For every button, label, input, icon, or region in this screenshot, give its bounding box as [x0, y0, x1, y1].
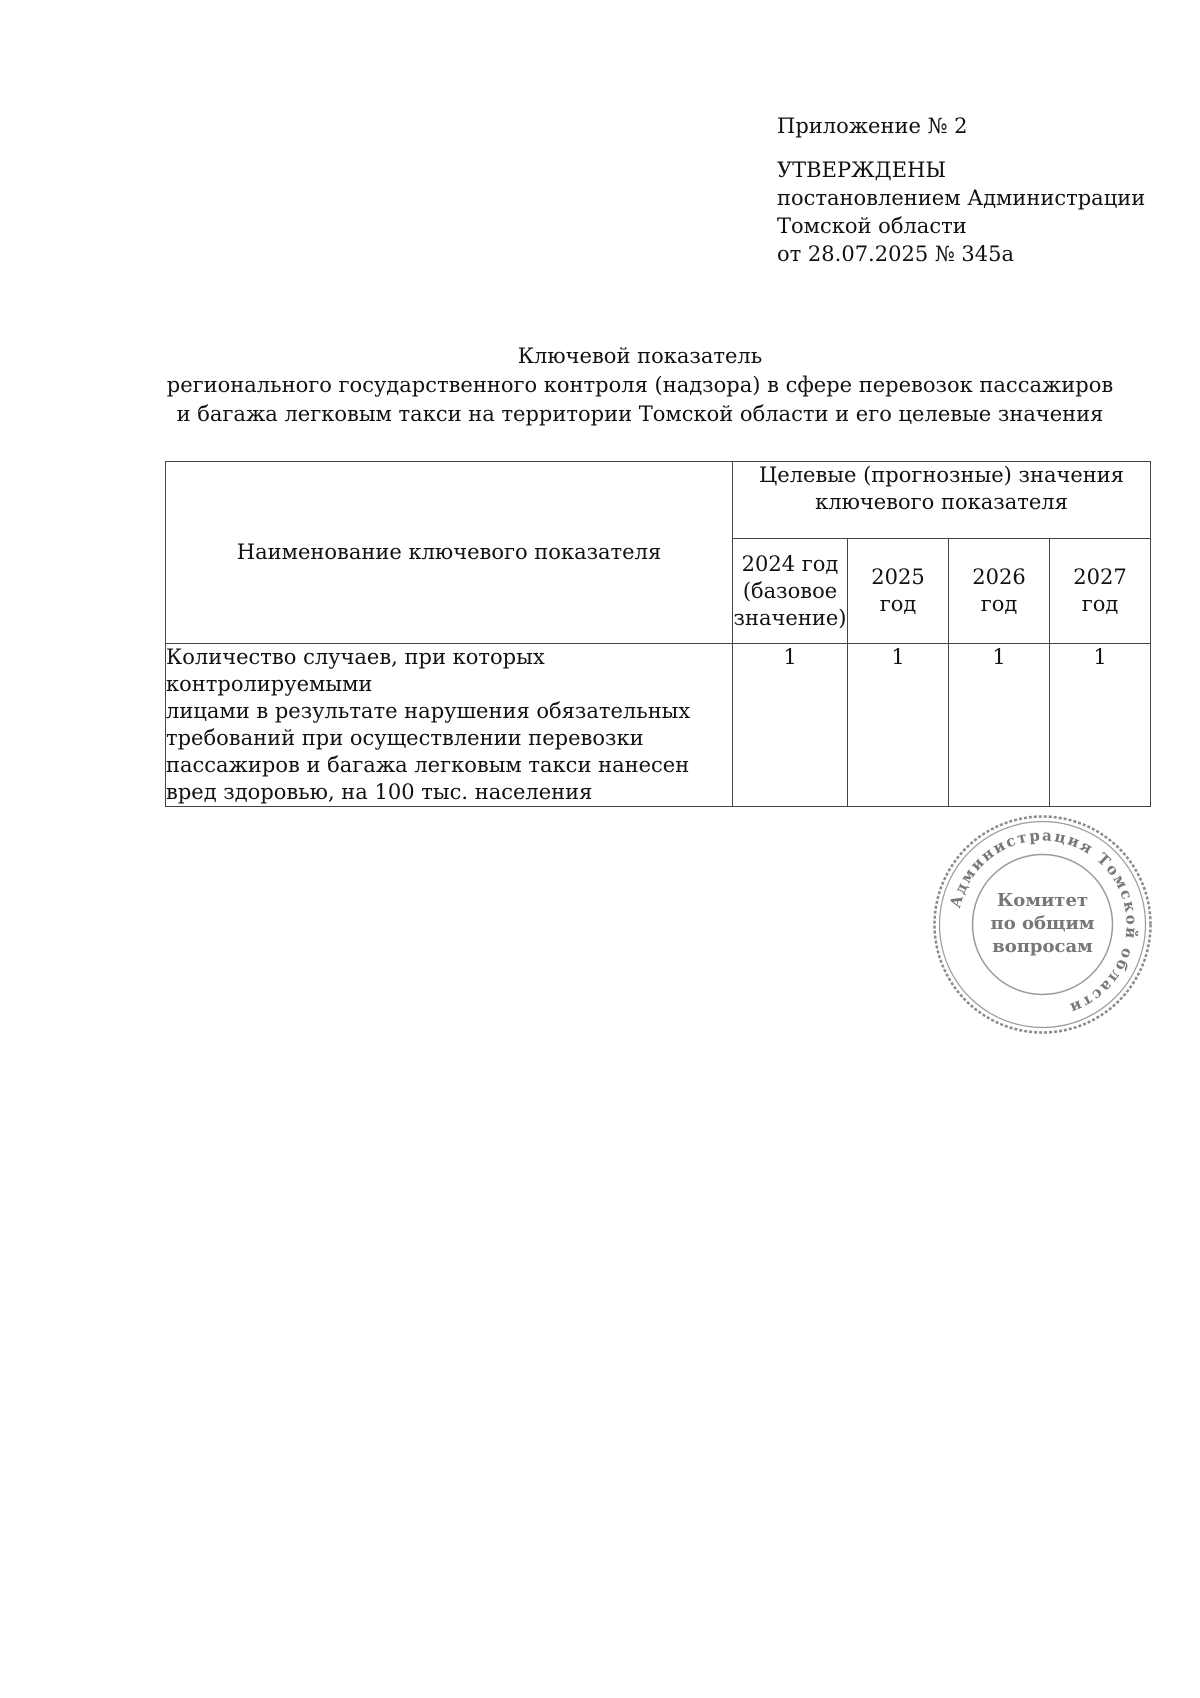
- indicator-name-header: Наименование ключевого показателя: [166, 462, 733, 644]
- indicator-name-line-4: пассажиров и багажа легковым такси нанесен: [166, 753, 690, 777]
- year-header-2025: [848, 539, 949, 644]
- seal-center-line-3: вопросам: [992, 936, 1093, 957]
- title-line-3: и багажа легковым такси на территории Томской области и его целевые значения: [176, 402, 1104, 426]
- title-line-2: регионального государственного контроля (надзора) в сфере перевозок пассажиров: [166, 373, 1114, 397]
- target-values-header-line-1: Целевые (прогнозные) значения: [758, 463, 1125, 487]
- indicator-name-line-5: вред здоровью, на 100 тыс. населения: [166, 780, 593, 804]
- year-2026-line-1: 2026: [972, 565, 1026, 589]
- year-header-2024: [733, 539, 848, 644]
- year-2027-line-1: 2027: [1073, 565, 1127, 589]
- approved-label: УТВЕРЖДЕНЫ: [777, 158, 947, 182]
- approved-by-line-1: постановлением Администрации: [777, 186, 1146, 210]
- value-2026: 1: [949, 644, 1050, 807]
- year-2024-line-2: (базовое: [742, 578, 838, 603]
- year-2025-line-2: год: [879, 592, 917, 616]
- table-row: [166, 644, 1151, 807]
- approved-by-line-2: Томской области: [777, 214, 967, 238]
- year-2024-line-3: значение): [733, 605, 847, 630]
- indicator-name-line-3: требований при осуществлении перевозки: [166, 726, 644, 750]
- seal-center-line-1: Комитет: [996, 890, 1089, 911]
- indicator-name-line-2: лицами в результате нарушения обязательных: [166, 699, 691, 723]
- year-2024-line-1: 2024 год: [741, 551, 839, 576]
- target-values-header-line-2: ключевого показателя: [815, 490, 1068, 514]
- appendix-label: Приложение № 2: [777, 114, 968, 138]
- approved-date: от 28.07.2025 № 345а: [777, 242, 1014, 266]
- value-2027: 1: [1050, 644, 1151, 807]
- target-values-header: [733, 462, 1151, 539]
- year-header-2026: [949, 539, 1050, 644]
- year-2026-line-2: год: [980, 592, 1018, 616]
- indicator-name-cell: [166, 644, 733, 807]
- approval-block: [777, 112, 1145, 268]
- document-title: [150, 342, 1130, 429]
- seal-center-line-2: по общим: [990, 913, 1095, 934]
- seal-ring-text: Администрация Томской области: [946, 826, 1141, 1019]
- table-header-row: [166, 462, 1151, 539]
- year-header-2027: [1050, 539, 1151, 644]
- title-line-1: Ключевой показатель: [517, 344, 763, 368]
- year-2027-line-2: год: [1081, 592, 1119, 616]
- value-2024: 1: [733, 644, 848, 807]
- seal-icon: [930, 812, 1155, 1037]
- official-seal-stamp: [930, 812, 1155, 1037]
- indicator-table: [165, 461, 1151, 807]
- year-2025-line-1: 2025: [871, 565, 925, 589]
- value-2025: 1: [848, 644, 949, 807]
- indicator-name-line-1: Количество случаев, при которых контролируемыми: [166, 645, 545, 696]
